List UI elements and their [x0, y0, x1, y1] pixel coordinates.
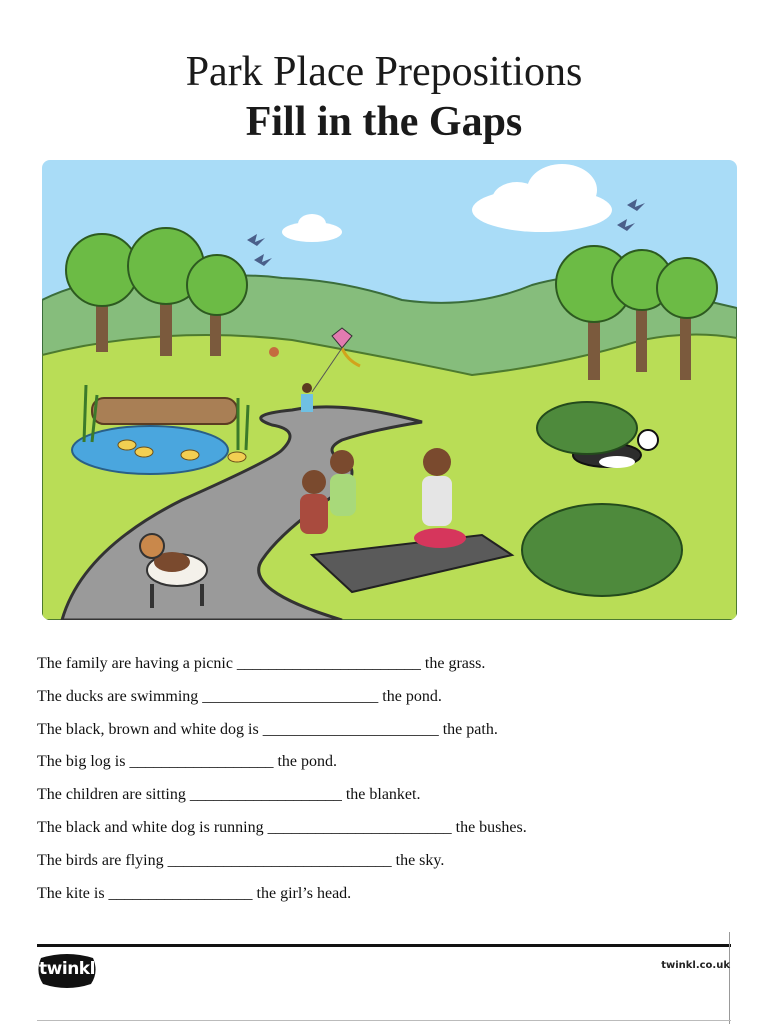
footer-bottom-rule: [37, 1020, 731, 1021]
sentence-8: The kite is __________________ the girl’s head.: [37, 884, 352, 902]
sentence-7: The birds are flying ____________________________ the sky.: [37, 851, 445, 869]
sentence-2: The ducks are swimming ______________________ the pond.: [37, 687, 442, 705]
page-title: Park Place Prepositions: [185, 49, 583, 95]
sentence-5: The children are sitting ___________________ the blanket.: [37, 786, 421, 804]
sentence-3: The black, brown and white dog is ______________________ the path.: [37, 720, 498, 738]
sentence-4: The big log is __________________ the pond.: [37, 753, 337, 771]
footer-edge: [729, 932, 730, 1024]
footer-divider: [37, 944, 731, 947]
bush-upper: [537, 402, 637, 454]
child-far: [269, 347, 279, 357]
website-url: twinkl.co.uk: [661, 960, 730, 971]
sentence-6: The black and white dog is running _______________________ the bushes.: [37, 818, 527, 836]
page-subtitle: Fill in the Gaps: [245, 99, 523, 145]
park-scene-illustration: [42, 160, 737, 620]
sentence-list: [37, 652, 737, 914]
sentence-1: The family are having a picnic _______________________ the grass.: [37, 655, 486, 672]
girl-kite: [302, 383, 312, 393]
log: [92, 398, 237, 424]
bush-lower: [522, 504, 682, 596]
twinkl-logo: [37, 952, 97, 990]
logo-text: twinkl: [39, 959, 95, 979]
